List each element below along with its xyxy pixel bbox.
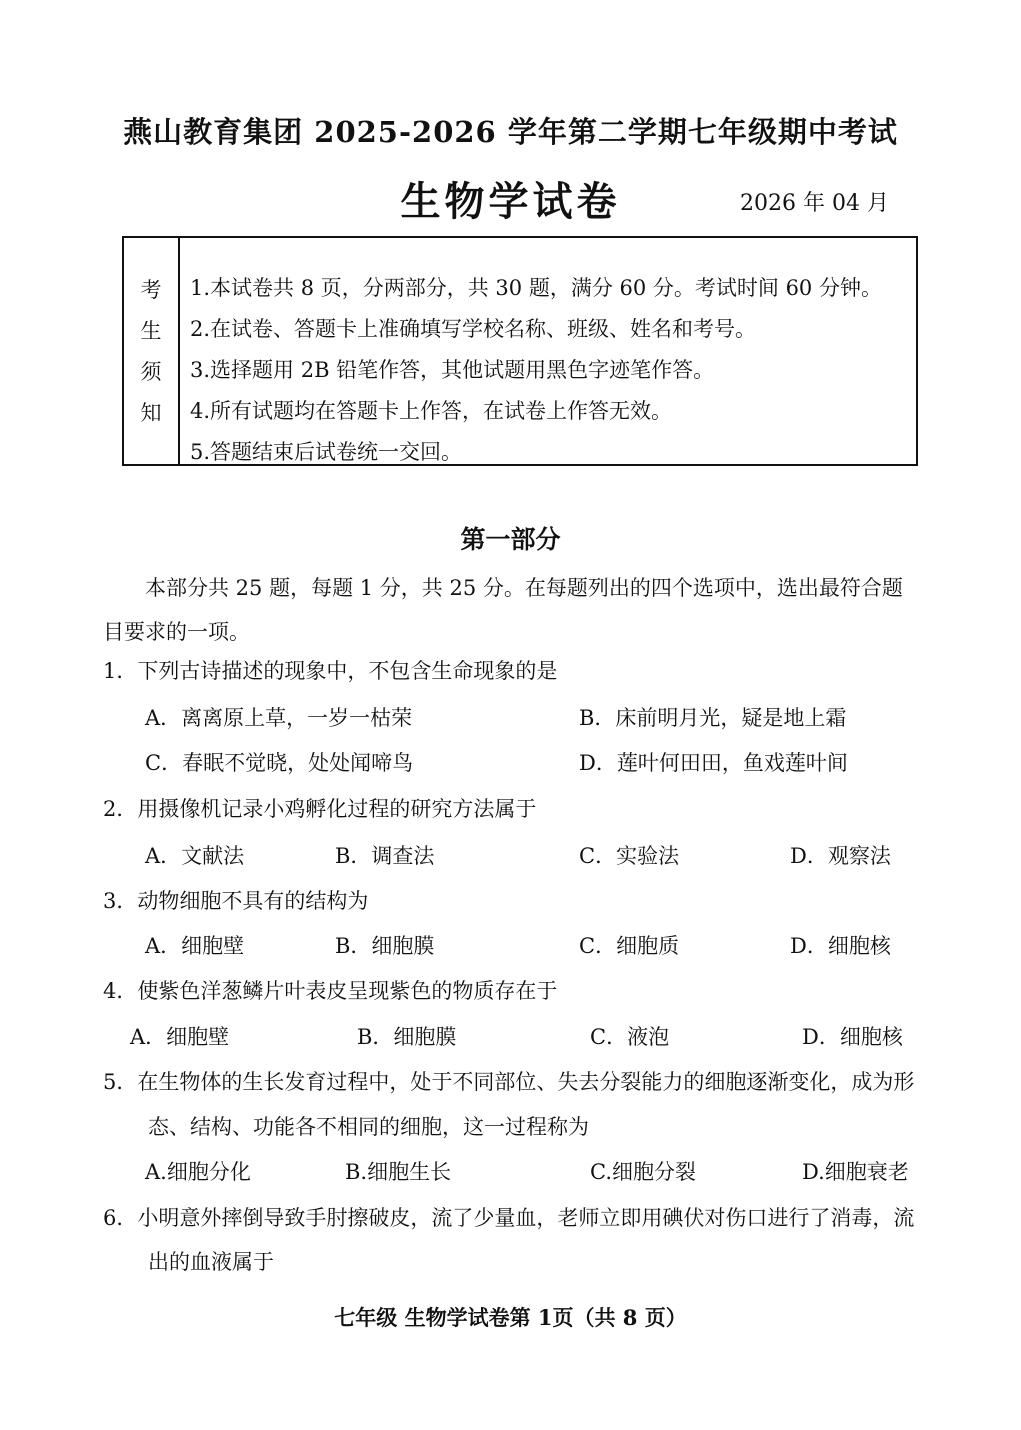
question-2-option-c: C．实验法 [579,844,680,868]
part-title: 第一部分 [460,525,561,554]
question-3-stem: 3．动物细胞不具有的结构为 [103,889,369,913]
question-4-stem: 4．使紫色洋葱鳞片叶表皮呈现紫色的物质存在于 [103,979,558,1003]
page-footer: 七年级 生物学试卷第 1页（共 8 页） [334,1305,687,1330]
question-3-option-c: C．细胞质 [579,934,680,958]
notice-item: 3.选择题用 2B 铅笔作答，其他试题用黑色字迹笔作答。 [190,358,715,382]
notice-item: 2.在试卷、答题卡上准确填写学校名称、班级、姓名和考号。 [190,317,757,341]
notice-label-char: 生 [140,319,162,343]
question-4-option-a: A．细胞壁 [130,1025,230,1049]
exam-title: 燕山教育集团 2025-2026 学年第二学期七年级期中考试 [123,115,898,149]
exam-notice-box [122,236,918,466]
question-2-option-d: D．观察法 [790,844,891,868]
question-2-stem: 2．用摄像机记录小鸡孵化过程的研究方法属于 [103,797,537,821]
question-3-option-a: A．细胞壁 [145,934,245,958]
question-4-option-d: D．细胞核 [802,1025,903,1049]
notice-label-char: 考 [140,278,162,302]
question-3-option-d: D．细胞核 [790,934,891,958]
notice-item: 5.答题结束后试卷统一交回。 [190,440,463,464]
question-5-option-c: C.细胞分裂 [590,1160,696,1184]
question-5-option-b: B.细胞生长 [345,1160,452,1184]
notice-items [180,238,916,464]
question-5-option-d: D.细胞衰老 [802,1160,909,1184]
question-5-option-a: A.细胞分化 [145,1160,251,1184]
question-5-stem: 5．在生物体的生长发育过程中，处于不同部位、失去分裂能力的细胞逐渐变化，成为形 [103,1070,915,1094]
question-6-stem-cont: 出的血液属于 [148,1250,274,1274]
question-1-option-c: C．春眠不觉晓，处处闻啼鸟 [145,751,414,775]
question-2-option-a: A．文献法 [145,844,245,868]
question-1-option-b: B．床前明月光，疑是地上霜 [579,706,847,730]
notice-label-char: 须 [140,360,162,384]
question-1-option-d: D．莲叶何田田，鱼戏莲叶间 [579,751,848,775]
question-4-option-c: C．液泡 [590,1025,670,1049]
exam-subtitle: 生物学试卷 [400,178,621,225]
notice-label-char: 知 [140,401,162,425]
question-2-option-b: B．调查法 [335,844,435,868]
notice-label [124,238,180,464]
notice-item: 4.所有试题均在答题卡上作答，在试卷上作答无效。 [190,399,673,423]
notice-item: 1.本试卷共 8 页，分两部分，共 30 题，满分 60 分。考试时间 60 分钟。 [190,276,882,300]
question-5-stem-cont: 态、结构、功能各不相同的细胞，这一过程称为 [148,1115,589,1139]
question-4-option-b: B．细胞膜 [357,1025,457,1049]
question-3-option-b: B．细胞膜 [335,934,435,958]
question-1-option-a: A．离离原上草，一岁一枯荣 [145,706,413,730]
question-1-stem: 1．下列古诗描述的现象中，不包含生命现象的是 [103,659,558,683]
exam-date: 2026 年 04 月 [740,191,889,216]
part-intro: 本部分共 25 题，每题 1 分，共 25 分。在每题列出的四个选项中，选出最符合题目要求的一项。 [103,576,903,644]
question-6-stem: 6．小明意外摔倒导致手肘擦破皮，流了少量血，老师立即用碘伏对伤口进行了消毒，流 [103,1206,915,1230]
